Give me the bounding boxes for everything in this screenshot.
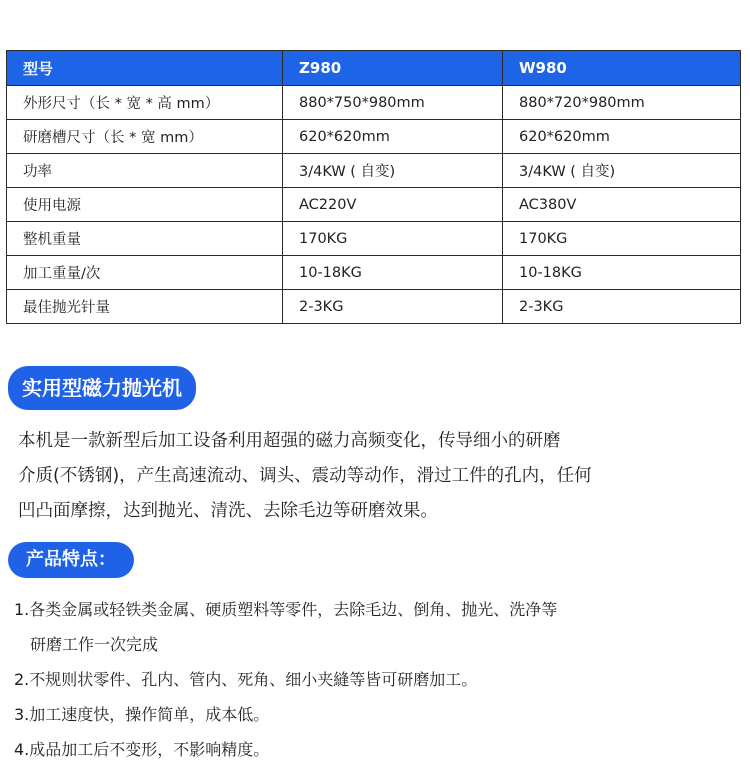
list-item xyxy=(14,662,744,697)
intro-line: 介质(不锈钢)，产生高速流动、调头、震动等动作，滑过工件的孔内，任何 xyxy=(18,466,592,486)
row-label: 外形尺寸（长 * 宽 * 高 mm） xyxy=(7,86,283,120)
feature-text: 2.不规则状零件、孔内、管内、死角、细小夹縫等皆可研磨加工。 xyxy=(14,670,478,689)
list-item xyxy=(14,697,744,732)
z980-value: 880*750*980mm xyxy=(283,86,503,120)
table-row xyxy=(7,154,741,188)
table-row xyxy=(7,120,741,154)
row-label: 使用电源 xyxy=(7,188,283,222)
feature-text: 4.成品加工后不变形，不影响精度。 xyxy=(14,740,270,759)
z980-value: 2-3KG xyxy=(283,290,503,324)
table-row xyxy=(7,256,741,290)
z980-value: 10-18KG xyxy=(283,256,503,290)
feature-text: 3.加工速度快，操作简单，成本低。 xyxy=(14,705,270,724)
features-title-badge: 产品特点： xyxy=(8,542,134,578)
header-w980: W980 xyxy=(503,51,741,86)
row-label: 加工重量/次 xyxy=(7,256,283,290)
row-label: 功率 xyxy=(7,154,283,188)
table-row xyxy=(7,86,741,120)
w980-value: 880*720*980mm xyxy=(503,86,741,120)
spec-table-header-row xyxy=(7,51,741,86)
w980-value: AC380V xyxy=(503,188,741,222)
intro-title-badge: 实用型磁力抛光机 xyxy=(8,366,196,410)
intro-line: 本机是一款新型后加工设备利用超强的磁力高频变化，传导细小的研磨 xyxy=(18,431,561,451)
row-label: 研磨槽尺寸（长 * 宽 mm） xyxy=(7,120,283,154)
z980-value: AC220V xyxy=(283,188,503,222)
table-row xyxy=(7,290,741,324)
table-row xyxy=(7,222,741,256)
z980-value: 170KG xyxy=(283,222,503,256)
w980-value: 2-3KG xyxy=(503,290,741,324)
intro-paragraph xyxy=(18,424,748,529)
header-z980: Z980 xyxy=(283,51,503,86)
list-item xyxy=(14,732,744,767)
table-row xyxy=(7,188,741,222)
w980-value: 620*620mm xyxy=(503,120,741,154)
spec-table xyxy=(6,50,741,324)
z980-value: 620*620mm xyxy=(283,120,503,154)
w980-value: 170KG xyxy=(503,222,741,256)
w980-value: 10-18KG xyxy=(503,256,741,290)
w980-value: 3/4KW ( 自变) xyxy=(503,154,741,188)
features-list xyxy=(14,592,744,767)
intro-line: 凹凸面摩擦，达到抛光、清洗、去除毛边等研磨效果。 xyxy=(18,501,438,521)
list-item xyxy=(14,592,744,662)
feature-text: 1.各类金属或轻铁类金属、硬质塑料等零件，去除毛边、倒角、抛光、洗净等 xyxy=(14,600,558,619)
header-model: 型号 xyxy=(7,51,283,86)
feature-text-continued: 研磨工作一次完成 xyxy=(30,635,159,654)
row-label: 整机重量 xyxy=(7,222,283,256)
row-label: 最佳抛光针量 xyxy=(7,290,283,324)
z980-value: 3/4KW ( 自变) xyxy=(283,154,503,188)
